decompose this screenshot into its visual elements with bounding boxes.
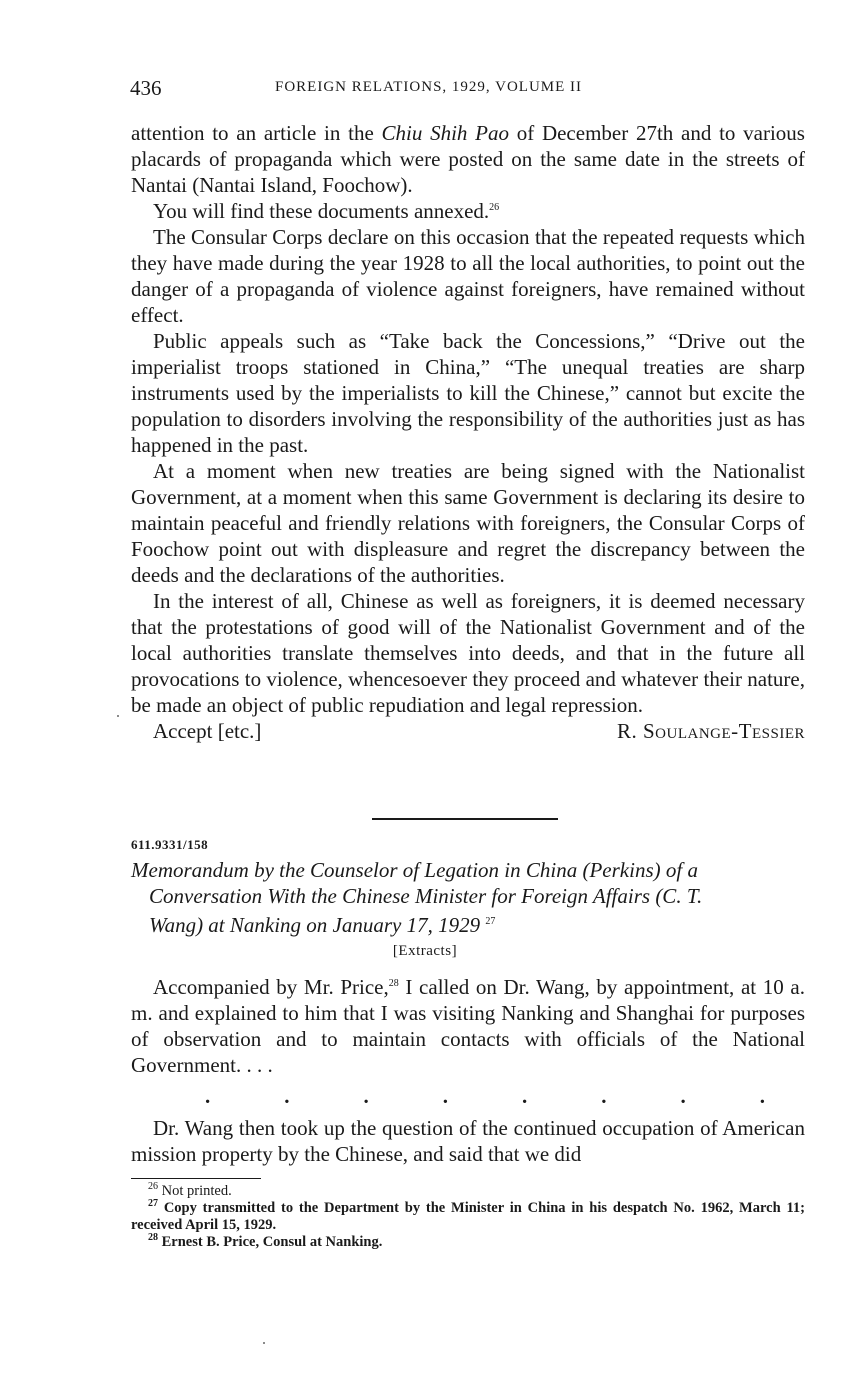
- letter-paragraph: You will find these documents annexed.$^{26}$: [153, 199, 500, 223]
- footnote-ref: 26: [489, 202, 500, 213]
- footnote: $^{26}$ Not printed.: [148, 1181, 232, 1199]
- extracts-label: [Extracts]: [392, 943, 458, 959]
- memo-paragraph: Accompanied by Mr. Price,$^{28}$ I called on Dr. Wang, by appointment, at 10 a. m. and explained to him that I was visiting Nanking and Shanghai for purposes of observation and to maintain contacts with officials of the National Government. . . .: [131, 975, 805, 1077]
- letter-paragraph: At a moment when new treaties are being signed with the Nationalist Government, at a moment when this same Government is declaring its desire to maintain peaceful and friendly relations with foreigners, the Consular Corps of Foochow point out with displeasure and regret the discrepancy between the deeds and the declarations of the authorities.: [131, 459, 805, 587]
- footnote-ref: 28: [388, 978, 399, 989]
- footnote-ref: 27: [485, 916, 496, 927]
- memo-paragraph: Dr. Wang then took up the question of the continued occupation of American mission property by the Chinese, and said that we did: [131, 1116, 805, 1166]
- letter-body: [131, 120, 805, 744]
- paper-speck: [117, 715, 119, 717]
- letter-paragraph: Public appeals such as “Take back the Concessions,” “Drive out the imperialist troops stationed in China,” “The unequal treaties are sharp instruments used by the imperialists to kill the Chinese,” cannot but excite the population to disorders involving the responsibility of the authorities just as has happened in the past.: [131, 329, 805, 457]
- ellipsis-row: . . . . . . . .: [205, 1084, 765, 1108]
- section-divider: [372, 818, 558, 820]
- memo-title: Memorandum by the Counselor of Legation in China (Perkins) of a Conversation With the Chinese Minister for Foreign Affairs (C. T. Wang) at Nanking on January 17, 1929 $^{27}$: [131, 858, 703, 937]
- letter-paragraph: attention to an article in the Chiu Shih Pao of December 27th and to various placards of propaganda which were posted on the same date in the streets of Nantai (Nantai Island, Foochow).: [131, 121, 805, 197]
- newspaper-title: Chiu Shih Pao: [381, 121, 509, 145]
- page-header: [130, 76, 805, 104]
- closing-line: [131, 718, 805, 744]
- memo-body-continued: [131, 1115, 805, 1167]
- page-number: 436: [130, 76, 162, 100]
- footnote: $^{27}$ Copy transmitted to the Department by the Minister in China in his despatch No. 1962, March 11; received April 15, 1929.: [131, 1198, 805, 1233]
- paper-speck: [263, 1342, 265, 1344]
- signature: R. Soulange-Tessier: [616, 719, 805, 743]
- footnote: $^{28}$ Ernest B. Price, Consul at Nanking.: [148, 1232, 383, 1250]
- letter-paragraph: The Consular Corps declare on this occasion that the repeated requests which they have made during the year 1928 to all the local authorities, to point out the danger of a propaganda of violence against foreigners, have remained without effect.: [131, 225, 805, 327]
- closing: Accept [etc.]: [153, 719, 262, 743]
- footnotes: [131, 1183, 805, 1251]
- memo-body: [131, 974, 805, 1078]
- footnote-divider: [131, 1178, 261, 1179]
- file-number: 611.9331/158: [131, 837, 209, 852]
- running-head: FOREIGN RELATIONS, 1929, VOLUME II: [275, 79, 583, 95]
- letter-paragraph: In the interest of all, Chinese as well as foreigners, it is deemed necessary that the protestations of good will of the Nationalist Government and of the local authorities translate themselves into deeds, and that in the future all provocations to violence, whencesoever they proceed and whatever their nature, be made an object of public repudiation and legal repression.: [131, 589, 805, 717]
